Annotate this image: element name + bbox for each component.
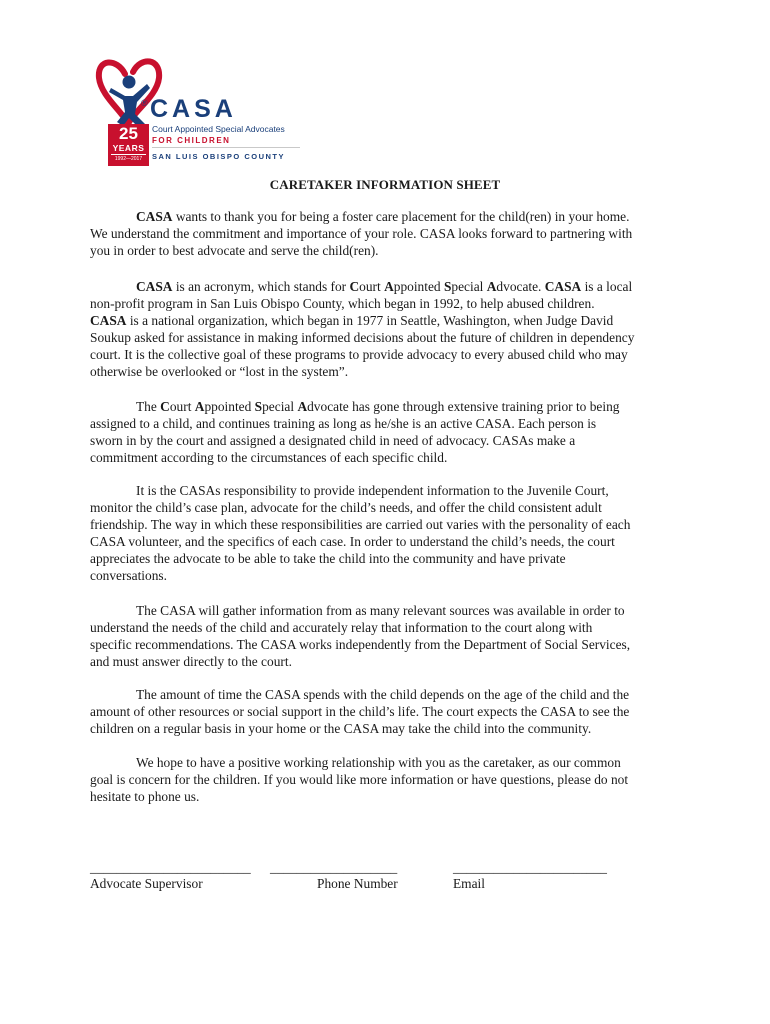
label-email: Email — [453, 876, 485, 891]
text-span: ppointed — [393, 279, 444, 294]
paragraph-time — [90, 686, 629, 737]
paragraph-acronym — [90, 278, 634, 380]
label-advocate-supervisor: Advocate Supervisor — [90, 876, 203, 891]
text-span: ourt — [169, 399, 195, 414]
paragraph-responsibility — [90, 482, 630, 584]
text-line: amount of other resources or social support in the child’s life. The court expects the CASA to see the — [90, 704, 630, 719]
registered-mark: ® — [141, 98, 148, 108]
logo-for-children: FOR CHILDREN — [152, 136, 231, 145]
logo-divider — [152, 147, 300, 148]
text-line: sworn in by the court and assigned a designated child in need of advocacy. CASAs make a — [90, 433, 576, 448]
badge-years: YEARS — [112, 143, 145, 153]
anniversary-badge — [108, 124, 149, 166]
text-line: specific recommendations. The CASA works independently from the Department of Social Services, — [90, 637, 631, 652]
bold-letter: A — [297, 399, 308, 414]
page-title: CARETAKER INFORMATION SHEET — [269, 177, 501, 192]
paragraph-closing — [90, 754, 628, 805]
text-line: and must answer directly to the court. — [90, 654, 292, 669]
text-line: you in order to best advocate and serve the child(ren). — [90, 243, 379, 258]
bold-letter: A — [194, 399, 205, 414]
text-line: understand the needs of the child and accurately relay that information to the court along with — [90, 620, 593, 635]
logo-county: SAN LUIS OBISPO COUNTY — [152, 152, 286, 161]
signature-line-email: _______________________ — [453, 860, 607, 875]
text-span: ourt — [359, 279, 385, 294]
logo-tagline: Court Appointed Special Advocates — [152, 124, 285, 134]
text-line: otherwise be overlooked or “lost in the system”. — [90, 364, 349, 379]
bold-casa: CASA — [544, 279, 582, 294]
text-line: It is the CASAs responsibility to provide independent information to the Juvenile Court, — [136, 483, 609, 498]
text-line: CASA volunteer, and the specifics of each case. In order to understand the child’s needs, the court — [90, 534, 615, 549]
bold-casa: CASA — [136, 279, 173, 294]
text-line: hesitate to phone us. — [90, 789, 200, 804]
text-span: ppointed — [204, 399, 255, 414]
text-line: conversations. — [90, 568, 167, 583]
text-line: appreciates the advocate to be able to take the child into the community and have private — [90, 551, 566, 566]
paragraph-thanks — [90, 208, 632, 259]
text-span: wants to thank you for being a foster care placement for the child(ren) in your home. — [172, 209, 630, 224]
text-line: The CASA will gather information from as many relevant sources was available in order to — [136, 603, 625, 618]
text-line: We understand the commitment and importance of your role. CASA looks forward to partnering with — [90, 226, 633, 241]
bold-letter: A — [384, 279, 394, 294]
paragraph-information — [90, 602, 630, 670]
signature-line-supervisor: ________________________ — [90, 860, 251, 875]
text-span: is an acronym, which stands for — [172, 279, 350, 294]
paragraph-training — [90, 398, 619, 466]
badge-number: 25 — [119, 124, 138, 143]
text-span: pecial — [451, 279, 487, 294]
bold-letter: S — [254, 399, 263, 414]
text-span: The — [136, 399, 161, 414]
bold-letter: C — [160, 399, 170, 414]
signature-line-phone: ___________________ — [270, 860, 398, 875]
text-line: The amount of time the CASA spends with the child depends on the age of the child and the — [136, 687, 630, 702]
text-line: friendship. The way in which these responsibilities are carried out varies with the personality of each — [90, 517, 631, 532]
text-span: dvocate has gone through extensive training prior to being — [307, 399, 620, 414]
bold-casa: CASA — [136, 209, 173, 224]
text-line: non-profit program in San Luis Obispo County, which began in 1992, to help abused children. — [90, 296, 595, 311]
text-line: goal is concern for the children. If you would like more information or have questions, please do not — [90, 772, 629, 787]
text-line: assigned to a child, and continues training as long as he/she is an active CASA. Each person is — [90, 416, 597, 431]
bold-casa: CASA — [90, 313, 127, 328]
text-span: dvocate. — [496, 279, 545, 294]
text-line: children on a regular basis in your home or the CASA may take the child into the community. — [90, 721, 592, 736]
text-line: monitor the child’s case plan, advocate for the child’s needs, and offer the child consistent adult — [90, 500, 602, 515]
logo-brand-text: CASA — [150, 95, 237, 123]
text-span: pecial — [262, 399, 298, 414]
text-line: We hope to have a positive working relationship with you as the caretaker, as our common — [136, 755, 621, 770]
text-line: court. It is the collective goal of these programs to provide advocacy to every abused child who may — [90, 347, 628, 362]
text-line: Soukup asked for assistance in making informed decisions about the future of children in dependency — [90, 330, 635, 345]
badge-range: 1992—2017 — [111, 154, 146, 163]
text-span: is a local — [581, 279, 633, 294]
bold-letter: S — [443, 279, 452, 294]
bold-letter: A — [486, 279, 497, 294]
text-line: commitment according to the circumstances of each specific child. — [90, 450, 448, 465]
label-phone-number: Phone Number — [317, 876, 398, 891]
text-span: is a national organization, which began in 1977 in Seattle, Washington, when Judge David — [126, 313, 614, 328]
bold-letter: C — [349, 279, 360, 294]
